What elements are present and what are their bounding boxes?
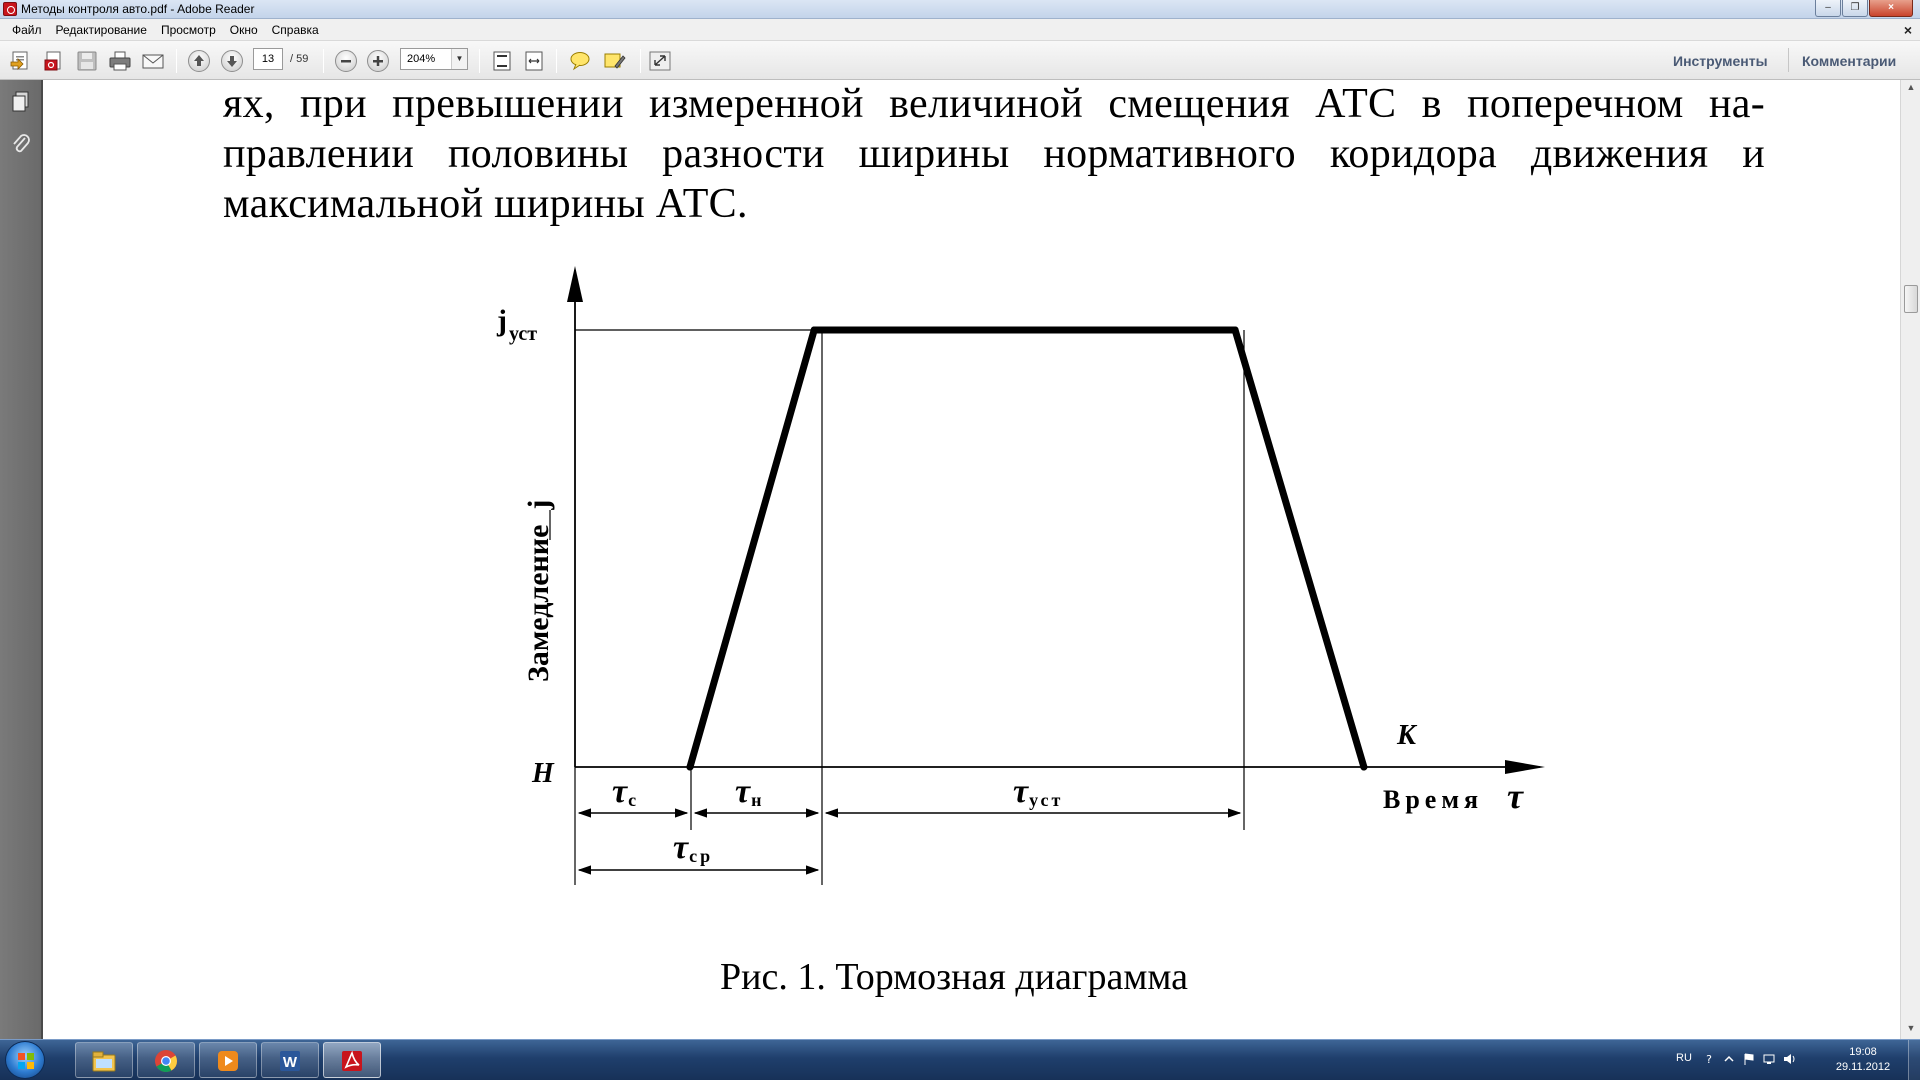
expand-icon[interactable] [648,50,672,72]
toolbar-separator [556,49,557,73]
minimize-button[interactable]: ‒ [1815,0,1841,17]
fit-page-icon[interactable] [490,50,514,72]
close-window-button[interactable]: × [1869,0,1913,17]
media-player-icon [215,1048,241,1074]
braking-curve [690,330,1364,767]
create-pdf-icon[interactable] [9,50,33,72]
menu-help[interactable]: Справка [271,22,319,37]
page-number-input[interactable] [253,48,283,70]
toolbar-separator [176,49,177,73]
attachments-paperclip-icon[interactable] [10,132,32,156]
zoom-value: 204% [407,53,436,65]
plus-icon [368,51,388,71]
action-center-flag-icon[interactable] [1742,1052,1756,1066]
window-controls [1814,0,1913,18]
figure-caption: Рис. 1. Тормозная диаграмма [720,956,1189,998]
minus-icon [336,51,356,71]
tools-panel-link[interactable]: Инструменты [1673,53,1768,69]
language-indicator[interactable]: RU [1676,1052,1692,1064]
taskbar-adobe-reader[interactable] [323,1042,381,1078]
vertical-scrollbar[interactable] [1900,80,1920,1039]
chevron-down-icon[interactable]: ▼ [451,49,467,69]
highlight-pen-icon[interactable] [602,50,626,72]
network-icon[interactable] [1762,1052,1776,1066]
volume-icon[interactable] [1782,1052,1796,1066]
y-axis-arrow [567,266,583,302]
clock-date[interactable]: 29.11.2012 [1835,1061,1891,1073]
scroll-down-icon[interactable]: ▼ [1906,1023,1916,1033]
svg-text:W: W [282,1054,298,1071]
svg-text:?: ? [1706,1053,1712,1066]
explorer-icon [91,1048,117,1074]
braking-diagram [45,80,1898,1039]
taskbar-word[interactable] [261,1042,319,1078]
taskbar-media-player[interactable] [199,1042,257,1078]
scroll-thumb[interactable] [1904,285,1918,313]
print-icon[interactable] [108,50,132,72]
x-axis-label: Время [1383,785,1484,814]
email-icon[interactable] [141,50,165,72]
menu-file[interactable]: Файл [12,22,42,37]
system-tray [1660,1040,1920,1080]
next-page-button[interactable] [221,50,243,72]
arrow-up-icon [189,51,209,71]
interval-label-response: τср [673,829,714,866]
clock-time[interactable]: 19:08 [1849,1046,1877,1058]
word-icon [277,1048,303,1074]
toolbar [0,41,1920,80]
chrome-icon [153,1048,179,1074]
menu-bar [0,19,1920,41]
taskbar [0,1039,1920,1080]
menu-window[interactable]: Окно [229,22,258,37]
start-point-label: Н [532,758,554,789]
start-button[interactable] [5,1041,45,1079]
show-desktop-button[interactable] [1908,1040,1920,1080]
end-point-label: К [1397,720,1416,751]
close-document-button[interactable]: × [1903,22,1912,38]
toolbar-separator [640,49,641,73]
fit-width-icon[interactable] [522,50,546,72]
comments-panel-link[interactable]: Комментарии [1802,53,1897,69]
curve-vertex-2 [811,327,818,334]
menu-view[interactable]: Просмотр [160,22,216,37]
y-max-label: j $_{уст}$ [497,304,538,345]
previous-page-button[interactable] [188,50,210,72]
zoom-in-button[interactable] [367,50,389,72]
curve-vertex-1 [687,764,694,771]
paragraph-line-2: правлении половины разности ширины нормативного коридора движения и [223,131,1765,177]
paragraph-line-3: максимальной ширины АТС. [223,181,748,227]
taskbar-explorer[interactable] [75,1042,133,1078]
adobe-reader-app-icon [3,2,17,16]
comment-bubble-icon[interactable] [568,50,592,72]
help-icon[interactable] [1702,1052,1716,1066]
page-total: / 59 [290,53,309,65]
interval-label-reaction: τс [612,773,637,810]
arrow-down-icon [222,51,242,71]
curve-vertex-4 [1360,764,1367,771]
show-hidden-icons-icon[interactable] [1722,1052,1736,1066]
taskbar-chrome[interactable] [137,1042,195,1078]
window-title: Методы контроля авто.pdf - Adobe Reader [21,2,255,16]
y-axis-label: Замедление j [522,499,555,682]
interval-label-steady: τуст [1013,773,1064,810]
save-icon[interactable] [75,50,99,72]
curve-vertex-3 [1232,327,1239,334]
menu-edit[interactable]: Редактирование [55,22,147,37]
windows-logo-icon [18,1053,34,1069]
open-file-icon[interactable] [42,50,66,72]
adobe-reader-icon [339,1048,365,1074]
title-bar [0,0,1920,19]
restore-button[interactable]: ❐ [1842,0,1868,17]
paragraph-line-1: ях, при превышении измеренной величиной смещения АТС в поперечном на- [223,81,1765,127]
zoom-select[interactable] [400,48,468,70]
document-page[interactable] [45,80,1898,1039]
toolbar-separator [1788,48,1789,72]
interval-label-rise: τн [735,773,762,810]
navigation-pane [0,80,43,1039]
x-axis-arrow [1505,760,1545,774]
scroll-up-icon[interactable]: ▲ [1906,82,1916,92]
zoom-out-button[interactable] [335,50,357,72]
x-axis-symbol: τ [1507,776,1523,816]
toolbar-separator [323,49,324,73]
toolbar-separator [479,49,480,73]
page-thumbnails-icon[interactable] [10,90,32,114]
